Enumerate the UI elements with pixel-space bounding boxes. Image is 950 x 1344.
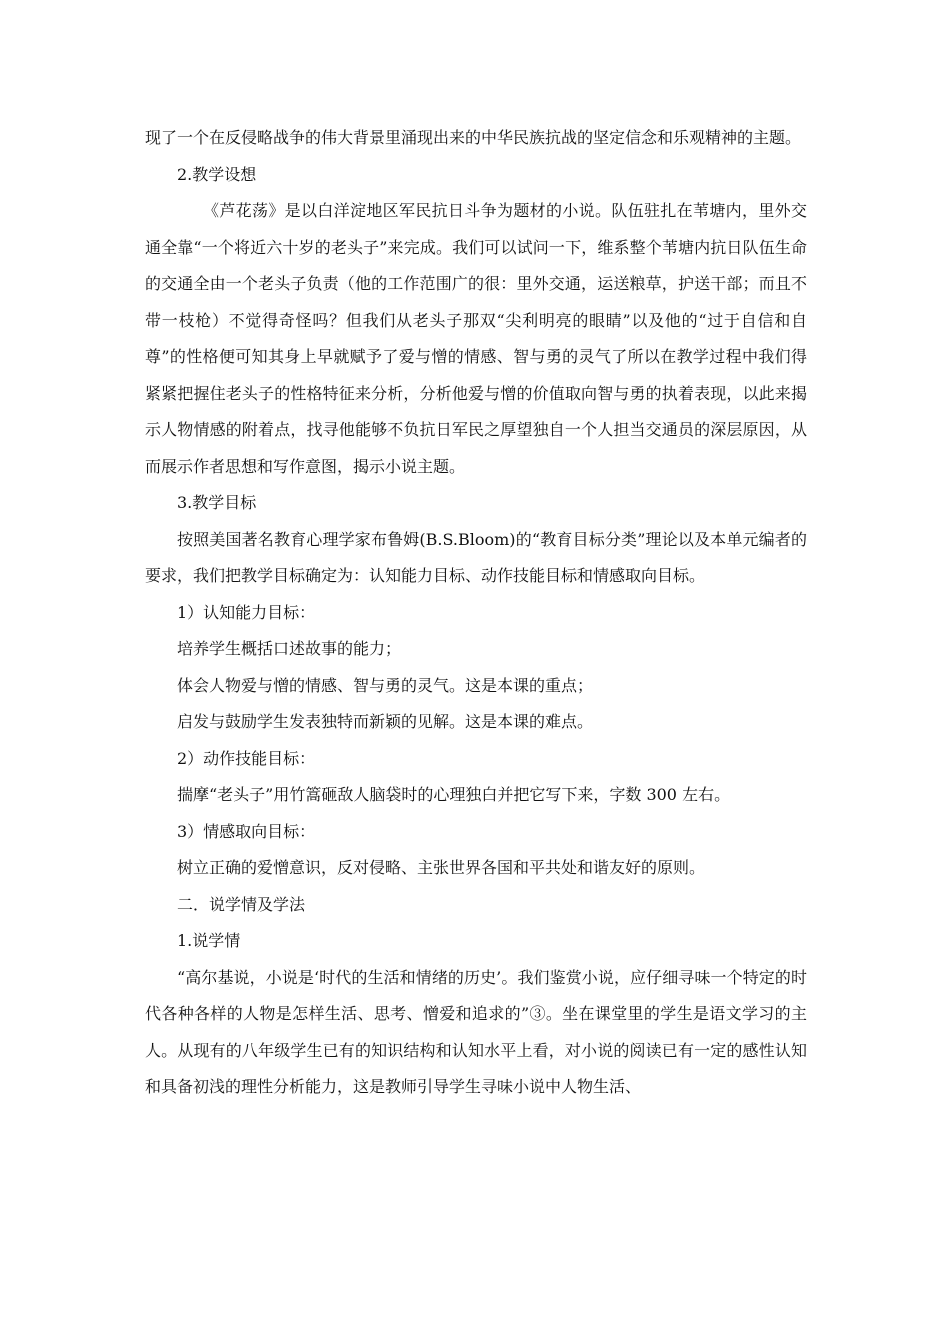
goal-cognitive-item: 培养学生概括口述故事的能力； (177, 639, 402, 658)
section-two-heading: 二．说学情及学法 (177, 894, 306, 914)
paragraph-continuation: 现了一个在反侵略战争的伟大背景里涌现出来的中华民族抗战的坚定信念和乐观精神的主题。 (145, 128, 802, 147)
heading-teaching-idea: 2.教学设想 (177, 164, 257, 184)
paragraph-teaching-goals: 按照美国著名教育心理学家布鲁姆(B.S.Bloom)的“教育目标分类”理论以及本单元编者的要求，我们把教学目标确定为：认知能力目标、动作技能目标和情感取向目标。 (145, 529, 807, 585)
goal-affective-item: 树立正确的爱憎意识，反对侵略、主张世界各国和平共处和谐友好的原则。 (177, 858, 706, 877)
goal-skill-heading: 2）动作技能目标： (177, 748, 316, 768)
document-body (145, 120, 807, 1106)
goal-cognitive-item: 启发与鼓励学生发表独特而新颖的见解。这是本课的难点。 (177, 712, 594, 731)
paragraph-student-situation: “高尔基说，小说是‘时代的生活和情绪的历史’。我们鉴赏小说，应仔细寻味一个特定的时代各种各样的人物是怎样生活、思考、憎爱和追求的”③。坐在课堂里的学生是语文学习的主人。从现有的八年级学生已有的知识结构和认知水平上看，对小说的阅读已有一定的感性认知和具备初浅的理性分析能力，这是教师引导学生寻味小说中人物生活、 (145, 967, 807, 1096)
goal-cognitive-heading: 1）认知能力目标： (177, 602, 316, 622)
goal-skill-item: 揣摩“老头子”用竹篙砸敌人脑袋时的心理独白并把它写下来，字数 300 左右。 (177, 785, 731, 804)
goal-cognitive-item: 体会人物爱与憎的情感、智与勇的灵气。这是本课的重点； (177, 675, 594, 695)
goal-affective-heading: 3）情感取向目标： (177, 821, 316, 841)
heading-student-situation: 1.说学情 (177, 931, 241, 950)
paragraph-teaching-idea: 《芦花荡》是以白洋淀地区军民抗日斗争为题材的小说。队伍驻扎在苇塘内，里外交通全靠“一个将近六十岁的老头子”来完成。我们可以试问一下，维系整个苇塘内抗日队伍生命的交通全由一个老头子负责（他的工作范围广的很：里外交通，运送粮草，护送干部；而且不带一枝枪）不觉得奇怪吗？但我们从老头子那双“尖利明亮的眼睛”以及他的“过于自信和自尊”的性格便可知其身上早就赋予了爱与憎的情感、智与勇的灵气了所以在教学过程中我们得紧紧把握住老头子的性格特征来分析，分析他爱与憎的价值取向智与勇的执着表现，以此来揭示人物情感的附着点，找寻他能够不负抗日军民之厚望独自一个人担当交通员的深层原因，从而展示作者思想和写作意图，揭示小说主题。 (145, 201, 807, 476)
heading-teaching-goals: 3.教学目标 (177, 493, 257, 512)
